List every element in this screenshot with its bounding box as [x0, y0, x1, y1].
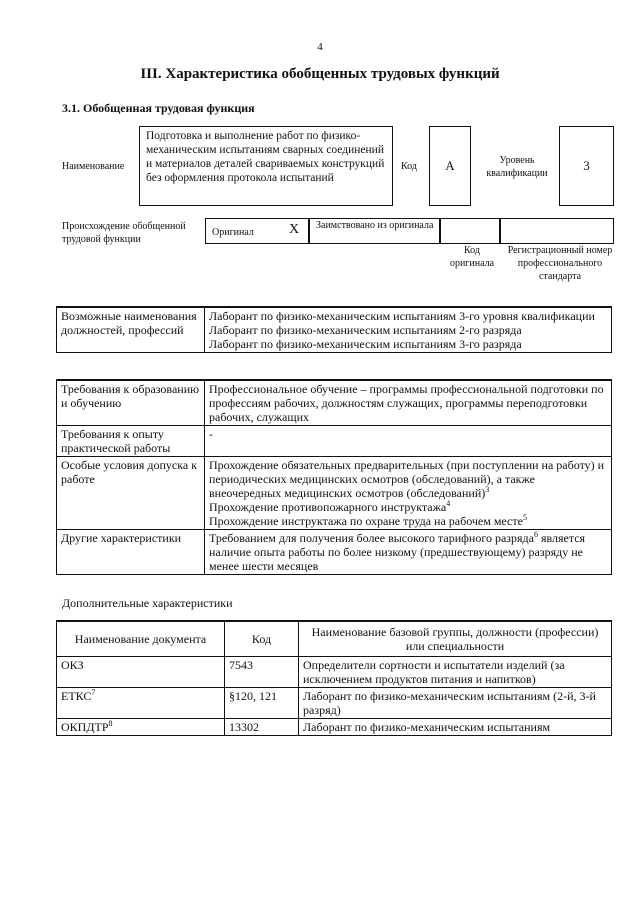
- requirement-value: Профессиональное обучение – программы профессиональной подготовки по профессиям рабочих, должностям служащих, программы переподготовки рабочих, служащих: [205, 380, 612, 426]
- requirement-label: Другие характеристики: [57, 530, 205, 575]
- function-name-value: Подготовка и выполнение работ по физико-механическим испытаниям сварных соединений и материалов деталей свариваемых конструкций без оформления протокола испытаний: [146, 130, 385, 184]
- additional-title: Дополнительные характеристики: [62, 596, 233, 610]
- additional-table: [56, 620, 612, 736]
- table-row: [57, 380, 612, 426]
- section-title: III. Характеристика обобщенных трудовых функций: [140, 66, 500, 82]
- position-line: Лаборант по физико-механическим испытаниям 3-го разряда: [209, 337, 522, 351]
- code-value: A: [445, 158, 455, 173]
- table-row: [57, 426, 612, 457]
- requirement-value: -: [205, 426, 612, 457]
- requirement-label: Особые условия допуска к работе: [57, 457, 205, 530]
- code-value-box: [429, 126, 471, 206]
- table-header-row: [57, 621, 612, 657]
- doc-cell: ОКПДТР$^8$: [57, 719, 225, 736]
- requirement-value: Требованием для получения более высокого тарифного разряда$^6$ является наличие опыта работы по более низкому (предшествующему) разряду не менее шести месяцев: [205, 530, 612, 575]
- code-label: Код: [401, 161, 417, 172]
- requirement-line: Прохождение противопожарного инструктажа$^4$: [209, 499, 451, 514]
- requirement-line: Прохождение инструктажа по охране труда на рабочем месте$^5$: [209, 513, 527, 528]
- original-mark: X: [289, 222, 300, 237]
- positions-values: [205, 307, 612, 353]
- positions-label: Возможные наименования должностей, профессий: [57, 307, 205, 353]
- requirement-label: Требования к образованию и обучению: [57, 380, 205, 426]
- level-value: 3: [583, 158, 590, 173]
- header-group-name: Наименование базовой группы, должности (профессии) или специальности: [299, 621, 612, 657]
- borrowed-label: Заимствовано из оригинала: [316, 220, 434, 231]
- name-label: Наименование: [62, 161, 125, 172]
- name-cell: Определители сортности и испытатели изделий (за исключением продуктов питания и напитков): [299, 657, 612, 688]
- reg-number-label: Регистрационный номер профессионального стандарта: [507, 245, 613, 282]
- requirement-line: Прохождение обязательных предварительных (при поступлении на работу) и периодических медицинских осмотров (обследований), а также внеочередных медицинских осмотров (обследований)$^3$: [209, 458, 605, 500]
- code-original-label: Код оригинала: [449, 245, 495, 269]
- header-document: Наименование документа: [57, 621, 225, 657]
- origin-label: Происхождение обобщенной трудовой функции: [62, 221, 186, 245]
- code-cell: §120, 121: [225, 688, 299, 719]
- table-row: [57, 307, 612, 353]
- subsection-title: 3.1. Обобщенная трудовая функция: [62, 101, 255, 115]
- name-cell: Лаборант по физико-механическим испытаниям: [299, 719, 612, 736]
- code-cell: 13302: [225, 719, 299, 736]
- header-code: Код: [225, 621, 299, 657]
- table-row: [57, 530, 612, 575]
- code-original-box: [440, 218, 500, 244]
- level-label: Уровень квалификации: [486, 155, 548, 179]
- requirements-table: [56, 379, 612, 575]
- table-row: [57, 688, 612, 719]
- table-row: [57, 457, 612, 530]
- code-cell: 7543: [225, 657, 299, 688]
- position-line: Лаборант по физико-механическим испытаниям 2-го разряда: [209, 323, 522, 337]
- original-label: Оригинал: [212, 227, 254, 238]
- doc-cell: ЕТКС$^7$: [57, 688, 225, 719]
- level-value-box: [559, 126, 614, 206]
- positions-table: [56, 306, 612, 353]
- table-row: [57, 657, 612, 688]
- name-cell: Лаборант по физико-механическим испытаниям (2-й, 3-й разряд): [299, 688, 612, 719]
- doc-cell: ОКЗ: [57, 657, 225, 688]
- page-number: 4: [317, 41, 323, 53]
- table-row: [57, 719, 612, 736]
- requirement-value: [205, 457, 612, 530]
- reg-number-box: [500, 218, 614, 244]
- requirement-label: Требования к опыту практической работы: [57, 426, 205, 457]
- position-line: Лаборант по физико-механическим испытаниям 3-го уровня квалификации: [209, 309, 595, 323]
- function-name-box: [139, 126, 393, 206]
